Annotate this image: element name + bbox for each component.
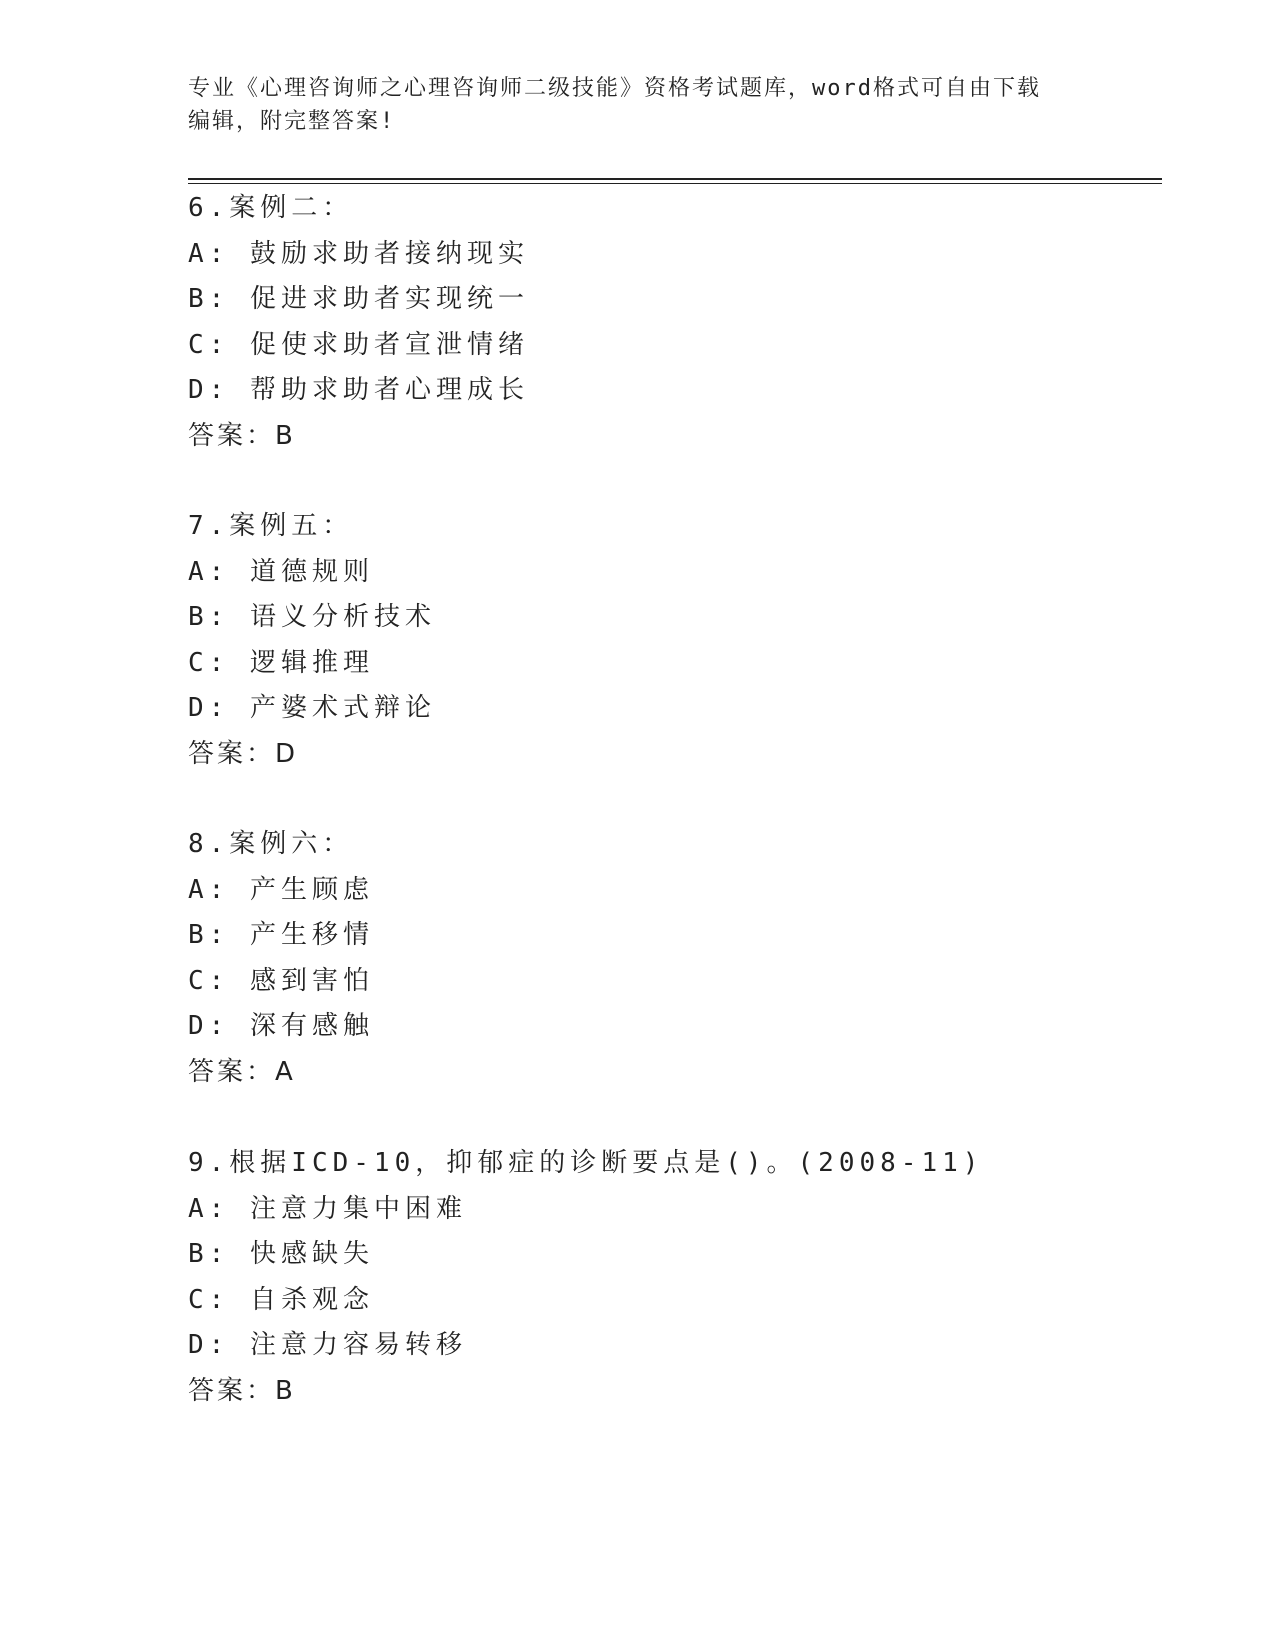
question-stem: 6.案例二：	[188, 193, 354, 223]
question-8	[188, 822, 374, 1095]
question-9	[188, 1141, 983, 1414]
answer-line: 答案：A	[188, 1056, 296, 1087]
option-a: A: 鼓励求助者接纳现实	[188, 238, 529, 269]
option-d: D: 帮助求助者心理成长	[188, 375, 529, 405]
option-c: C: 逻辑推理	[188, 647, 374, 678]
option-c: C: 促使求助者宣泄情绪	[188, 329, 529, 360]
question-stem: 8.案例六：	[188, 829, 354, 859]
option-d: D: 深有感触	[188, 1011, 374, 1041]
option-b: B: 快感缺失	[188, 1239, 374, 1269]
option-a: A: 注意力集中困难	[188, 1193, 467, 1224]
option-a: A: 产生顾虑	[188, 874, 374, 905]
question-7	[188, 504, 436, 777]
option-b: B: 产生移情	[188, 920, 374, 950]
answer-line: 答案：B	[188, 420, 296, 451]
option-c: C: 自杀观念	[188, 1284, 374, 1315]
option-d: D: 产婆术式辩论	[188, 693, 436, 723]
option-d: D: 注意力容易转移	[188, 1330, 467, 1360]
document-header	[188, 72, 1088, 138]
option-b: B: 促进求助者实现统一	[188, 284, 529, 314]
header-divider-bottom	[188, 183, 1162, 184]
answer-line: 答案：D	[188, 738, 299, 769]
header-line-2: 编辑，附完整答案!	[188, 109, 396, 134]
answer-line: 答案：B	[188, 1375, 296, 1406]
header-divider-top	[188, 178, 1162, 180]
question-stem: 7.案例五：	[188, 511, 354, 541]
option-a: A: 道德规则	[188, 556, 374, 587]
header-line-1: 专业《心理咨询师之心理咨询师二级技能》资格考试题库，word格式可自由下载	[188, 76, 1041, 101]
question-stem: 9.根据ICD-10，抑郁症的诊断要点是()。(2008-11)	[188, 1148, 984, 1178]
option-c: C: 感到害怕	[188, 965, 374, 996]
question-6	[188, 186, 529, 459]
option-b: B: 语义分析技术	[188, 602, 436, 632]
